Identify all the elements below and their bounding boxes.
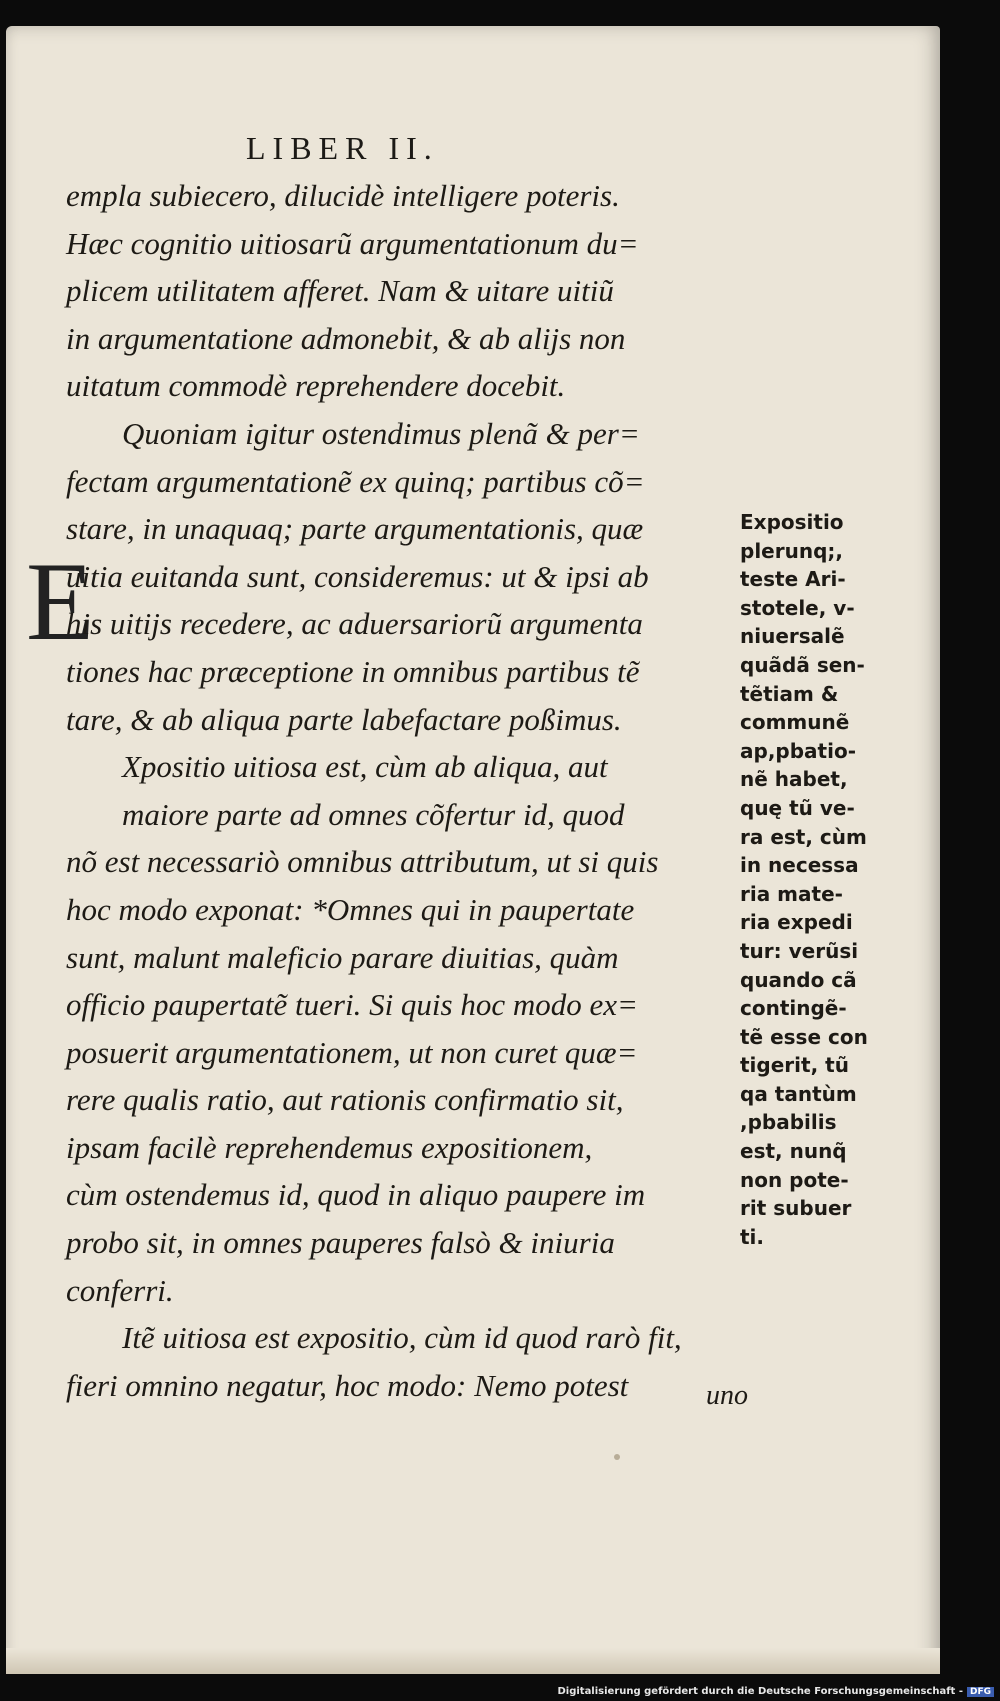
margin-line: ap,pbatio- xyxy=(740,738,856,763)
margin-line: quãdã sen- xyxy=(740,652,865,677)
margin-line: ria mate- xyxy=(740,881,843,906)
text-line: his uitijs recedere, ac aduersariorũ argumenta xyxy=(66,606,643,642)
margin-line: teste Ari- xyxy=(740,567,846,592)
margin-line: contingẽ- xyxy=(740,996,847,1021)
text-line: fectam argumentationẽ ex quinq; partibus cõ= xyxy=(66,463,645,499)
running-header: LIBER II. xyxy=(246,130,439,166)
digitization-credit xyxy=(557,1686,994,1697)
margin-line: est, nunq̃ xyxy=(740,1139,847,1164)
text-line: officio paupertatẽ tueri. Si quis hoc modo ex= xyxy=(66,987,638,1023)
margin-line: tẽ esse con xyxy=(740,1024,868,1049)
margin-line: stotele, v- xyxy=(740,595,855,620)
text-line: probo sit, in omnes pauperes falsò & iniuria xyxy=(66,1225,615,1261)
margin-line: non pote- xyxy=(740,1167,849,1192)
margin-line: quę tũ ve- xyxy=(740,795,855,820)
main-text-block xyxy=(66,172,746,1409)
margin-line: niuersalẽ xyxy=(740,624,845,649)
text-line: rere qualis ratio, aut rationis confirmatio sit, xyxy=(66,1082,624,1118)
text-line: uitatum commodè reprehendere docebit. xyxy=(66,368,566,404)
margin-line: nẽ habet, xyxy=(740,767,848,792)
margin-line: tigerit, tũ xyxy=(740,1053,849,1078)
text-line: stare, in unaquaq; parte argumentationis, quæ xyxy=(66,511,644,547)
margin-line: communẽ xyxy=(740,710,850,735)
margin-line: ti. xyxy=(740,1224,765,1249)
margin-line: ria expedi xyxy=(740,910,853,935)
margin-line: rit subuer xyxy=(740,1196,852,1221)
margin-line: qa tantùm xyxy=(740,1081,857,1106)
text-line: posuerit argumentationem, ut non curet quæ= xyxy=(66,1034,638,1070)
text-line: sunt, malunt maleficio parare diuitias, quàm xyxy=(66,939,619,975)
text-line: Xpositio uitiosa est, cùm ab aliqua, aut xyxy=(122,749,608,785)
text-line: plicem utilitatem afferet. Nam & uitare uitiũ xyxy=(66,273,614,309)
text-line: conferri. xyxy=(66,1272,174,1308)
text-line: hoc modo exponat: *Omnes qui in paupertate xyxy=(66,891,635,927)
text-line: nõ est necessariò omnibus attributum, ut si quis xyxy=(66,844,659,880)
text-line: in argumentatione admonebit, & ab alijs non xyxy=(66,320,626,356)
text-line: Itẽ uitiosa est expositio, cùm id quod rarò fit, xyxy=(122,1320,682,1356)
text-line: uitia euitanda sunt, consideremus: ut & ipsi ab xyxy=(66,558,649,594)
paper-stain xyxy=(614,1454,620,1460)
margin-line: ,pbabilis xyxy=(740,1110,837,1135)
text-line: ipsam facilè reprehendemus expositionem, xyxy=(66,1129,593,1165)
margin-line: in necessa xyxy=(740,853,859,878)
margin-line: plerunq;, xyxy=(740,538,843,563)
text-line: maiore parte ad omnes cõfertur id, quod xyxy=(122,796,625,832)
margin-line: Expositio xyxy=(740,510,844,534)
margin-line: ra est, cùm xyxy=(740,824,867,849)
drop-cap: E xyxy=(26,540,95,664)
text-line: Quoniam igitur ostendimus plenã & per= xyxy=(122,415,640,451)
text-line: Hæc cognitio uitiosarũ argumentationum du= xyxy=(66,225,639,261)
marginal-note xyxy=(740,508,910,1251)
margin-line: quando cã xyxy=(740,967,857,992)
margin-line: tẽtiam & xyxy=(740,681,839,706)
credit-text: Digitalisierung gefördert durch die Deutsche Forschungsgemeinschaft - xyxy=(557,1686,963,1697)
dfg-logo: DFG xyxy=(967,1687,994,1697)
catchword: uno xyxy=(706,1380,748,1411)
text-line: tiones hac præceptione in omnibus partibus tẽ xyxy=(66,653,640,689)
text-line: empla subiecero, dilucidè intelligere poteris. xyxy=(66,178,620,213)
margin-line: tur: verũsi xyxy=(740,938,859,963)
text-line: fieri omnino negatur, hoc modo: Nemo potest xyxy=(66,1367,629,1403)
text-line: cùm ostendemus id, quod in aliquo paupere im xyxy=(66,1177,646,1213)
text-line: tare, & ab aliqua parte labefactare poßimus. xyxy=(66,701,622,737)
